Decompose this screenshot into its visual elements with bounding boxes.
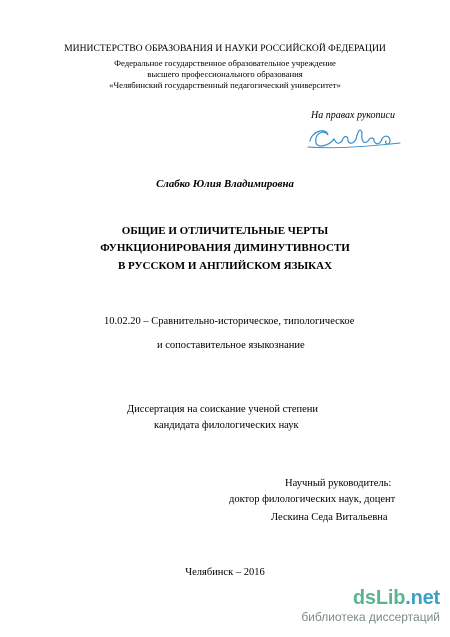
watermark-logo-part2: .net bbox=[405, 587, 440, 609]
title-line-2: ФУНКЦИОНИРОВАНИЯ ДИМИНУТИВНОСТИ bbox=[100, 242, 350, 254]
dissertation-line-1: Диссертация на соискание ученой степени bbox=[127, 404, 319, 415]
specialty-line-1: 10.02.20 – Сравнительно-историческое, типологическое bbox=[104, 316, 355, 327]
signature-icon bbox=[304, 117, 404, 157]
watermark[interactable] bbox=[291, 587, 446, 627]
city-year: Челябинск – 2016 bbox=[185, 567, 265, 578]
author-name: Слабко Юлия Владимировна bbox=[156, 178, 294, 190]
institution-line-3: «Челябинский государственный педагогический университет» bbox=[109, 80, 341, 90]
specialty-line-2: и сопоставительное языкознание bbox=[157, 340, 305, 351]
title-line-3: В РУССКОМ И АНГЛИЙСКОМ ЯЗЫКАХ bbox=[117, 260, 333, 272]
ministry-header: МИНИСТЕРСТВО ОБРАЗОВАНИЯ И НАУКИ РОССИЙСКОЙ ФЕДЕРАЦИИ bbox=[64, 43, 386, 54]
watermark-logo-part1: dsLib bbox=[352, 587, 406, 609]
title-line-1: ОБЩИЕ И ОТЛИЧИТЕЛЬНЫЕ ЧЕРТЫ bbox=[121, 225, 329, 237]
watermark-subtitle: библиотека диссертаций bbox=[301, 610, 440, 624]
supervisor-degree: доктор филологических наук, доцент bbox=[229, 494, 396, 505]
watermark-logo[interactable] bbox=[353, 587, 440, 610]
supervisor-name: Лескина Седа Витальевна bbox=[271, 512, 388, 523]
supervisor-label: Научный руководитель: bbox=[285, 478, 392, 489]
manuscript-rights-label: На правах рукописи bbox=[311, 110, 395, 121]
institution-line-2: высшего профессионального образования bbox=[147, 69, 303, 79]
dissertation-line-2: кандидата филологических наук bbox=[154, 420, 299, 431]
institution-line-1: Федеральное государственное образовательное учреждение bbox=[114, 58, 336, 68]
